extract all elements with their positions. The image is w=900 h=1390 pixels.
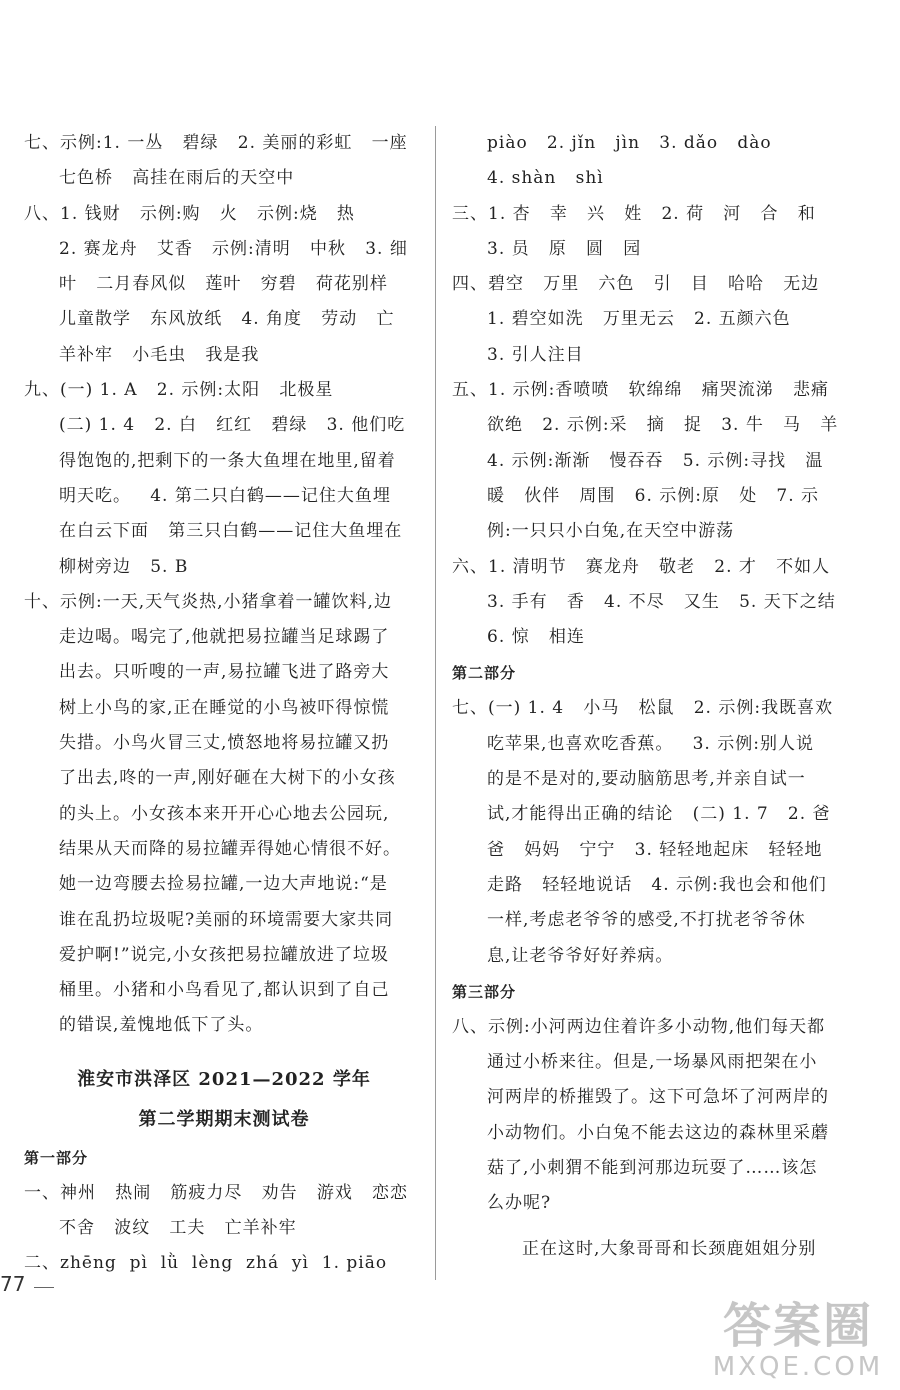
text-line: (二) 1. 4 2. 白 红红 碧绿 3. 他们吃 xyxy=(59,415,406,436)
text-line: 不舍 波纹 工夫 亡羊补牢 xyxy=(59,1218,297,1239)
answer-block-1-2 xyxy=(24,1176,424,1282)
text-line: 正在这时,大象哥哥和长颈鹿姐姐分别 xyxy=(522,1238,817,1259)
text-line: 3. 手有 香 4. 不尽 又生 5. 天下之结 xyxy=(487,591,836,612)
text-line: 小动物们。小白兔不能去这边的森林里采蘑 xyxy=(487,1122,829,1143)
text-line: 桶里。小猪和小鸟看见了,都认识到了自己 xyxy=(59,980,390,1001)
section-heading-part-1: 第一部分 xyxy=(24,1148,89,1167)
text-line: 树上小鸟的家,正在睡觉的小鸟被吓得惊慌 xyxy=(59,697,390,718)
answer-block-6 xyxy=(452,550,852,656)
text-line: 柳树旁边 5. B xyxy=(59,556,189,577)
text-line: 4. 示例:渐渐 慢吞吞 5. 示例:寻找 温 xyxy=(487,450,824,471)
text-line: 六、1. 清明节 赛龙舟 敬老 2. 才 不如人 xyxy=(452,556,831,577)
text-line: 七、示例:1. 一丛 碧绿 2. 美丽的彩虹 一座 xyxy=(24,133,408,153)
text-line: 的是不是对的,要动脑筋思考,并亲自试一 xyxy=(487,769,806,790)
text-line: 八、1. 钱财 示例:购 火 示例:烧 热 xyxy=(24,203,355,224)
text-line: 七色桥 高挂在雨后的天空中 xyxy=(59,168,295,189)
text-line: 息,让老爷爷好好养病。 xyxy=(487,945,674,966)
answer-block-7b xyxy=(452,691,852,973)
left-column xyxy=(24,126,424,1282)
page-number-rule xyxy=(34,1287,54,1288)
text-line: 二、zhēng pì lǜ lèng zhá yì 1. piāo xyxy=(24,1253,388,1274)
answer-block-10 xyxy=(24,585,424,1044)
page-number: 77 xyxy=(0,1272,26,1296)
watermark-top-text: 答案圈 xyxy=(722,1298,873,1354)
text-line: 谁在乱扔垃圾呢?美丽的环境需要大家共同 xyxy=(59,909,394,930)
text-line: 6. 惊 相连 xyxy=(487,627,585,648)
text-line: 通过小桥来往。但是,一场暴风雨把架在小 xyxy=(487,1052,818,1073)
text-line: 爸 妈妈 宁宁 3. 轻轻地起床 轻轻地 xyxy=(487,839,823,860)
text-line: 叶 二月春风似 莲叶 穷碧 荷花别样 xyxy=(59,274,388,295)
answer-block-4 xyxy=(452,267,852,373)
text-line: 的错误,羞愧地低下了头。 xyxy=(59,1015,264,1036)
text-line: 欲绝 2. 示例:采 摘 捉 3. 牛 马 羊 xyxy=(487,415,839,436)
answer-block-7 xyxy=(24,126,424,197)
text-line: 4. shàn shì xyxy=(487,168,604,189)
text-line: 么办呢? xyxy=(487,1193,552,1214)
text-line: 试,才能得出正确的结论 (二) 1. 7 2. 爸 xyxy=(487,804,831,825)
text-line: 失措。小鸟火冒三丈,愤怒地将易拉罐又扔 xyxy=(59,733,390,754)
text-line: 她一边弯腰去捡易拉罐,一边大声地说:“是 xyxy=(59,874,388,895)
watermark-bottom-text: MXQE.COM xyxy=(712,1352,884,1382)
text-line: 五、1. 示例:香喷喷 软绵绵 痛哭流涕 悲痛 xyxy=(452,380,829,401)
column-divider xyxy=(435,126,436,1280)
text-line: 结果从天而降的易拉罐弄得她心情很不好。 xyxy=(59,838,401,859)
text-line: 出去。只听嗖的一声,易拉罐飞进了路旁大 xyxy=(59,662,390,683)
text-line: 走路 轻轻地说话 4. 示例:我也会和他们 xyxy=(487,874,827,895)
text-line: 明天吃。 4. 第二只白鹤——记住大鱼埋 xyxy=(59,485,391,506)
section-heading-part-3: 第三部分 xyxy=(452,982,517,1001)
text-line: 九、(一) 1. A 2. 示例:太阳 北极星 xyxy=(24,380,334,401)
text-line: piào 2. jǐn jìn 3. dǎo dào xyxy=(487,133,772,153)
text-line: 2. 赛龙舟 艾香 示例:清明 中秋 3. 细 xyxy=(59,238,408,259)
text-line: 了出去,咚的一声,刚好砸在大树下的小女孩 xyxy=(59,768,396,789)
text-line: 吃苹果,也喜欢吃香蕉。 3. 示例:别人说 xyxy=(487,733,814,754)
answer-block-2-cont xyxy=(452,126,852,197)
exam-title-line-2: 第二学期期末测试卷 xyxy=(138,1108,310,1130)
answer-block-8b xyxy=(452,1010,852,1222)
watermark-logo xyxy=(708,1300,888,1384)
text-line: 得饱饱的,把剩下的一条大鱼埋在地里,留着 xyxy=(59,450,396,471)
answer-block-8 xyxy=(24,197,424,373)
text-line: 在白云下面 第三只白鹤——记住大鱼埋在 xyxy=(59,521,403,542)
text-line: 的头上。小女孩本来开开心心地去公园玩, xyxy=(59,803,390,824)
text-line: 暖 伙伴 周围 6. 示例:原 处 7. 示 xyxy=(487,485,820,506)
text-line: 四、碧空 万里 六色 引 目 哈哈 无边 xyxy=(452,274,820,295)
text-line: 十、示例:一天,天气炎热,小猪拿着一罐饮料,边 xyxy=(24,591,392,612)
text-line: 八、示例:小河两边住着许多小动物,他们每天都 xyxy=(452,1016,826,1037)
text-line: 七、(一) 1. 4 小马 松鼠 2. 示例:我既喜欢 xyxy=(452,698,834,719)
section-heading-part-2: 第二部分 xyxy=(452,664,517,683)
text-line: 河两岸的桥摧毁了。这下可急坏了河两岸的 xyxy=(487,1087,829,1108)
answer-block-9 xyxy=(24,373,424,585)
text-line: 爱护啊!”说完,小女孩把易拉罐放进了垃圾 xyxy=(59,944,389,965)
exam-title-line-1: 淮安市洪泽区 2021—2022 学年 xyxy=(77,1068,371,1090)
text-line: 走边喝。喝完了,他就把易拉罐当足球踢了 xyxy=(59,627,390,648)
answer-block-5 xyxy=(452,373,852,549)
text-line: 一样,考虑老爷爷的感受,不打扰老爷爷休 xyxy=(487,910,806,931)
answer-block-3 xyxy=(452,197,852,268)
text-line: 1. 碧空如洗 万里无云 2. 五颜六色 xyxy=(487,309,791,330)
text-line: 菇了,小刺猬不能到河那边玩耍了……该怎 xyxy=(487,1158,818,1179)
text-line: 儿童散学 东风放纸 4. 角度 劳动 亡 xyxy=(59,309,395,330)
text-line: 3. 员 原 圆 园 xyxy=(487,238,642,259)
text-line: 例:一只只小白兔,在天空中游荡 xyxy=(487,521,735,542)
text-line: 3. 引人注目 xyxy=(487,344,584,365)
text-line: 三、1. 杏 幸 兴 姓 2. 荷 河 合 和 xyxy=(452,203,816,224)
text-line: 羊补牢 小毛虫 我是我 xyxy=(59,344,260,365)
right-column xyxy=(452,126,852,1267)
text-line: 一、神州 热闹 筋疲力尽 劝告 游戏 恋恋 xyxy=(24,1182,409,1203)
